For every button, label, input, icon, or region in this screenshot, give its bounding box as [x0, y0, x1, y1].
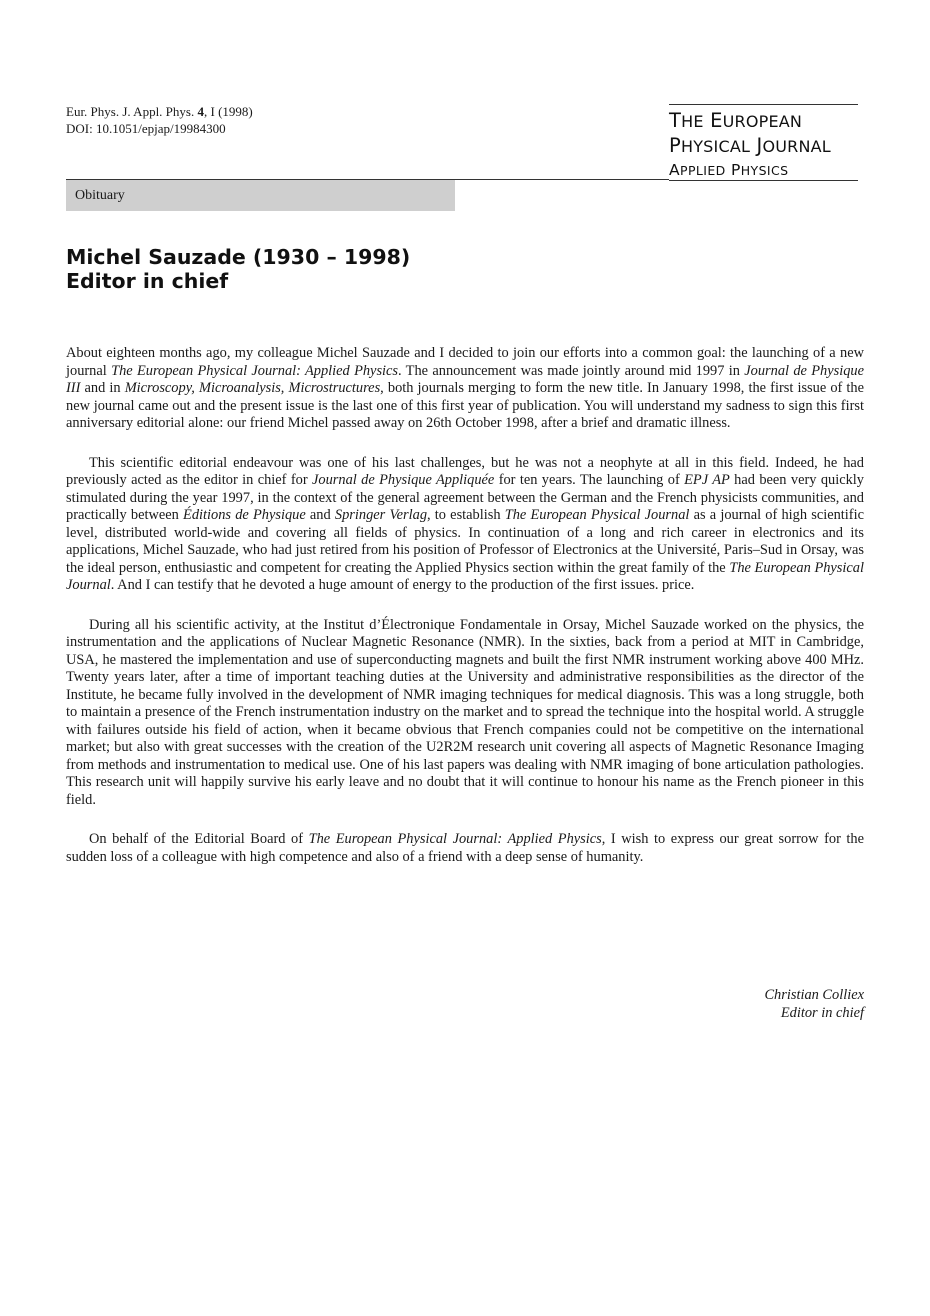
paragraph-3: During all his scientific activity, at the Institut d’Électronique Fondamentale in Orsay, Michel Sauzade worked on the physics, the instrumentation and the applications of Nuclear Magnetic Resonance (NMR). In the sixties, back from a period at MIT in Cambridge, USA, he mastered the implementation and use of superconducting magnets and built the first NMR instrument working above 400 MHz. Twenty years later, after a time of important teaching duties at the University and administrative responsibilities as the director of the Institute, he became fully involved in the development of NMR imaging techniques for medical diagnosis. This was a long struggle, both to maintain a presence of the French instrumentation industry on the market and to spread the technique into the hospital world. A struggle with failures outside his field of action, when it became obvious that French companies could not be competitive on the international market; but also with great successes with the creation of the U2R2M research unit covering all aspects of Magnetic Resonance Imaging from methods and instrumentation to medical use. One of his last papers was dealing with NMR imaging of bone articulation pathologies. This research unit will happily survive his early leave and no doubt that it will continue to honour his name as the French pioneer in this field. [66, 616, 864, 808]
paragraph-1: About eighteen months ago, my colleague Michel Sauzade and I decided to join our efforts into a common goal: the launching of a new journal The European Physical Journal: Applied Physics. The announcement was made jointly around mid 1997 in Journal de Physique III and in Microscopy, Microanalysis, Microstructures, both journals merging to form the new title. In January 1998, the first issue of the new journal came out and the present issue is the last one of this first year of publication. You will understand my sadness to sign this first anniversary editorial alone: our friend Michel passed away on 26th October 1998, after a brief and dramatic illness. [66, 345, 865, 431]
italic-title: The European Physical Journal [66, 559, 864, 593]
issue-year: , I (1998) [203, 104, 253, 119]
masthead-line-1: THE EUROPEAN [669, 109, 803, 132]
paragraph-2: This scientific editorial endeavour was one of his last challenges, but he was not a neophyte at all in this field. Indeed, he had previously acted as the editor in chief for Journal de Physique Appliquée for ten years. The launching of EPJ AP had been very quickly stimulated during the year 1997, in the context of the general agreement between the German and the French physicists communities, and practically between Éditions de Physique and Springer Verlag, to establish The European Physical Journal as a journal of high scientific level, distributed world-wide and covering all fields of physics. In continuation of a long and rich career in electronics and its applications, Michel Sauzade, who had just retired from his position of Professor of Electronics at the Université, Paris–Sud in Orsay, was the ideal person, enthusiastic and competent for creating the Applied Physics section within the great family of the The European Physical Journal. And I can testify that he devoted a huge amount of energy to the production of the first issues. price. [66, 454, 864, 593]
doi-line: DOI: 10.1051/epjap/19984300 [66, 121, 226, 136]
signature-name: Christian Colliex [764, 987, 864, 1003]
italic-title: Journal de Physique Appliquée [312, 472, 495, 488]
masthead-line-3: APPLIED PHYSICS [669, 161, 789, 179]
italic-title: The European Physical Journal [504, 507, 690, 523]
journal-abbrev: Eur. Phys. J. Appl. Phys. [66, 104, 195, 119]
italic-title: Éditions de Physique [183, 507, 306, 523]
section-bar [66, 180, 455, 211]
title-line-2: Editor in chief [66, 268, 229, 293]
article-body [66, 345, 864, 888]
italic-title: Springer Verlag [334, 507, 428, 523]
section-label: Obituary [75, 188, 125, 203]
masthead-line-2: PHYSICAL JOURNAL [669, 134, 831, 157]
signature-role: Editor in chief [780, 1004, 864, 1021]
italic-title: The European Physical Journal: Applied Physics [111, 362, 399, 379]
paragraph-4: On behalf of the Editorial Board of The European Physical Journal: Applied Physics, I wish to express our great sorrow for the sudden loss of a colleague with high competence and also of a friend with a deep sense of humanity. [66, 831, 864, 865]
italic-title: Journal de Physique III [66, 362, 864, 396]
citation-line [66, 103, 253, 120]
title-line-1: Michel Sauzade (1930 – 1998) [66, 245, 411, 269]
citation-block [66, 103, 253, 137]
signature-block [764, 987, 864, 1022]
italic-title: The European Physical Journal: Applied Physics [308, 831, 602, 847]
italic-title: EPJ AP [684, 472, 730, 488]
volume-number: 4 [197, 104, 204, 119]
italic-title: Microscopy, Microanalysis, Microstructures [124, 380, 381, 396]
article-title [66, 246, 410, 293]
journal-masthead [669, 104, 858, 181]
